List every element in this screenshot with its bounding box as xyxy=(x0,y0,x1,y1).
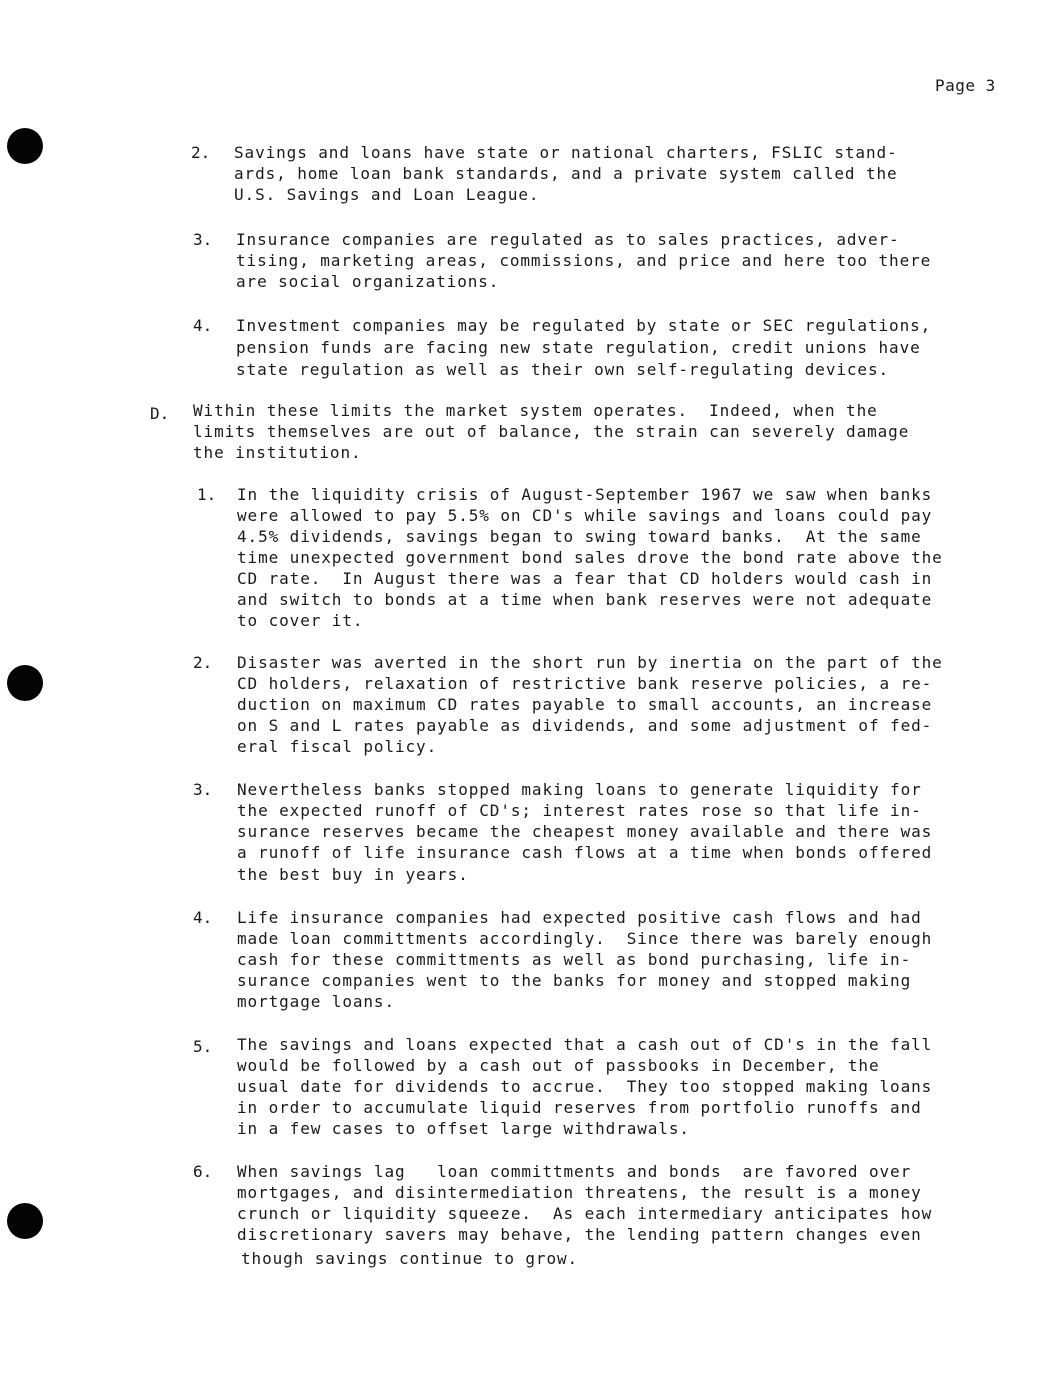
item-line: discretionary savers may behave, the lending pattern changes even xyxy=(237,1225,922,1244)
section-line: the institution. xyxy=(193,443,362,462)
section-line: limits themselves are out of balance, the strain can severely damage xyxy=(193,422,910,441)
item-line: mortgage loans. xyxy=(237,992,395,1011)
item-line: mortgages, and disintermediation threatens, the result is a money xyxy=(237,1183,922,1202)
item-line: eral fiscal policy. xyxy=(237,737,438,756)
item-line: though savings continue to grow. xyxy=(241,1249,579,1268)
item-line: time unexpected government bond sales drove the bond rate above the xyxy=(237,548,943,567)
item-line: a runoff of life insurance cash flows at a time when bonds offered xyxy=(237,843,933,862)
item-line: CD holders, relaxation of restrictive bank reserve policies, a re- xyxy=(237,674,933,693)
item-line: pension funds are facing new state regulation, credit unions have xyxy=(236,338,921,357)
item-line: Life insurance companies had expected positive cash flows and had xyxy=(237,908,922,927)
item-line: duction on maximum CD rates payable to small accounts, an increase xyxy=(237,695,933,714)
section-marker: D. xyxy=(150,404,170,423)
item-line: Savings and loans have state or national charters, FSLIC stand- xyxy=(234,143,898,162)
item-line: state regulation as well as their own self-regulating devices. xyxy=(236,360,890,379)
item-line: Nevertheless banks stopped making loans to generate liquidity for xyxy=(237,780,922,799)
item-line: cash for these committments as well as bond purchasing, life in- xyxy=(237,950,912,969)
item-number: 3. xyxy=(193,230,213,249)
item-line: are social organizations. xyxy=(236,272,500,291)
item-line: Investment companies may be regulated by state or SEC regulations, xyxy=(236,316,932,335)
punch-hole xyxy=(7,665,43,701)
item-line: When savings lag loan committments and bonds are favored over xyxy=(237,1162,912,1181)
item-number: 5. xyxy=(193,1037,213,1056)
item-number: 1. xyxy=(197,485,217,504)
item-number: 4. xyxy=(193,316,213,335)
item-line: Disaster was averted in the short run by inertia on the part of the xyxy=(237,653,943,672)
item-line: would be followed by a cash out of passbooks in December, the xyxy=(237,1056,880,1075)
item-line: In the liquidity crisis of August-September 1967 we saw when banks xyxy=(237,485,933,504)
item-line: Insurance companies are regulated as to sales practices, adver- xyxy=(236,230,900,249)
section-line: Within these limits the market system operates. Indeed, when the xyxy=(193,401,878,420)
page-number: Page 3 xyxy=(935,76,996,95)
punch-hole xyxy=(7,128,43,164)
item-line: in a few cases to offset large withdrawals. xyxy=(237,1119,690,1138)
item-line: and switch to bonds at a time when bank reserves were not adequate xyxy=(237,590,933,609)
item-number: 6. xyxy=(193,1162,213,1181)
item-line: U.S. Savings and Loan League. xyxy=(234,185,540,204)
item-line: to cover it. xyxy=(237,611,364,630)
item-line: CD rate. In August there was a fear that CD holders would cash in xyxy=(237,569,933,588)
item-number: 2. xyxy=(193,653,213,672)
item-line: usual date for dividends to accrue. They too stopped making loans xyxy=(237,1077,933,1096)
item-line: crunch or liquidity squeeze. As each intermediary anticipates how xyxy=(237,1204,933,1223)
item-line: ards, home loan bank standards, and a private system called the xyxy=(234,164,898,183)
item-number: 2. xyxy=(191,143,211,162)
item-line: the best buy in years. xyxy=(237,865,469,884)
item-line: surance reserves became the cheapest money available and there was xyxy=(237,822,933,841)
punch-hole xyxy=(7,1203,43,1239)
item-line: tising, marketing areas, commissions, and price and here too there xyxy=(236,251,932,270)
item-number: 4. xyxy=(193,908,213,927)
item-line: surance companies went to the banks for money and stopped making xyxy=(237,971,912,990)
item-number: 3. xyxy=(193,780,213,799)
item-line: the expected runoff of CD's; interest rates rose so that life in- xyxy=(237,801,922,820)
item-line: in order to accumulate liquid reserves from portfolio runoffs and xyxy=(237,1098,922,1117)
item-line: The savings and loans expected that a cash out of CD's in the fall xyxy=(237,1035,933,1054)
item-line: were allowed to pay 5.5% on CD's while savings and loans could pay xyxy=(237,506,933,525)
item-line: on S and L rates payable as dividends, and some adjustment of fed- xyxy=(237,716,933,735)
item-line: 4.5% dividends, savings began to swing toward banks. At the same xyxy=(237,527,922,546)
item-line: made loan committments accordingly. Since there was barely enough xyxy=(237,929,933,948)
